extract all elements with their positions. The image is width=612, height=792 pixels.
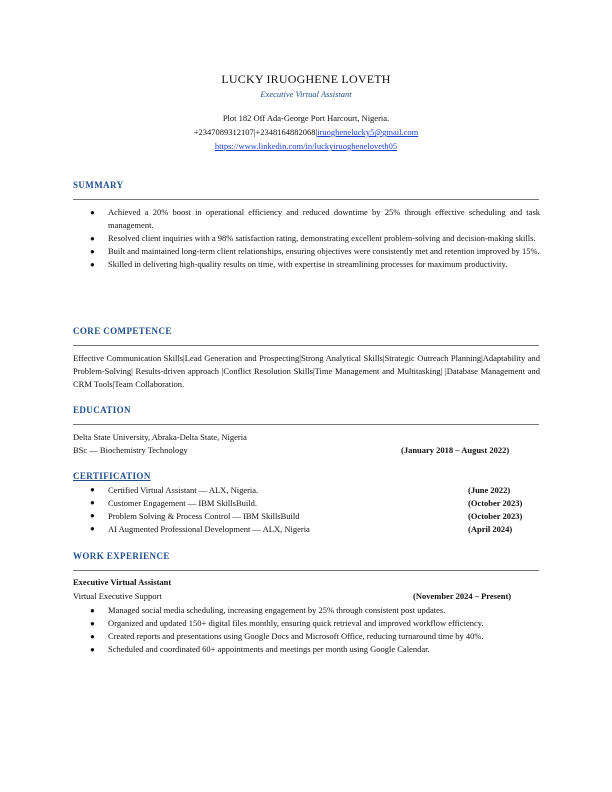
cert-name: Problem Solving & Process Control — IBM SkillsBuild [108, 511, 300, 521]
job-company: Virtual Executive Support [73, 591, 162, 601]
cert-date: (April 2024) [468, 524, 513, 534]
list-item: ● Created reports and presentations using Google Docs and Microsoft Office, reducing turnaround time by 40%. [90, 631, 484, 641]
cert-name: Certified Virtual Assistant — ALX, Nigeria. [108, 485, 259, 495]
cert-date: (October 2023) [468, 511, 523, 521]
job-title: Executive Virtual Assistant [73, 577, 172, 587]
section-divider [73, 345, 539, 346]
section-divider [73, 199, 539, 200]
bullet-icon: ● [90, 632, 95, 641]
cert-name: AI Augmented Professional Development — ALX, Nigeria [108, 524, 310, 534]
cert-date: (June 2022) [468, 485, 511, 495]
job-dates: (November 2024 – Present) [413, 591, 512, 601]
education-school: Delta State University, Abraka-Delta State, Nigeria [73, 432, 247, 442]
section-title-summary: SUMMARY [73, 180, 124, 190]
phone-numbers: +2347089312107|+2348164882068| [193, 127, 318, 137]
candidate-role: Executive Virtual Assistant [260, 89, 352, 99]
bullet-icon: ● [90, 524, 95, 533]
bullet-icon: ● [90, 511, 95, 520]
list-item [73, 498, 540, 511]
list-item [73, 511, 540, 524]
education-dates: (January 2018 – August 2022) [401, 445, 510, 455]
candidate-name: LUCKY IRUOGHENE LOVETH [221, 72, 391, 86]
bullet-icon: ● [90, 234, 95, 243]
section-title-certification: CERTIFICATION [73, 471, 151, 481]
bullet-icon: ● [90, 485, 95, 494]
bullet-icon: ● [90, 260, 95, 269]
section-divider [73, 570, 539, 571]
bullet-icon: ● [90, 498, 95, 507]
address: Plot 182 Off Ada-George Port Harcourt, Nigeria. [222, 113, 390, 123]
section-title-core-competence: CORE COMPETENCE [73, 326, 172, 336]
list-item: ● Scheduled and coordinated 60+ appointments and meetings per month using Google Calendar. [90, 644, 430, 654]
cert-name: Customer Engagement — IBM SkillsBuild. [108, 498, 257, 508]
bullet-icon: ● [90, 645, 95, 654]
list-item: ● Achieved a 20% boost in operational efficiency and reduced downtime by 25% through effective scheduling and task management. [90, 207, 540, 230]
bullet-icon: ● [90, 247, 95, 256]
list-item: ● Resolved client inquiries with a 98% satisfaction rating, demonstrating excellent problem-solving and decision-making skills. [90, 233, 536, 243]
linkedin-line [0, 141, 612, 151]
core-competence-text: Effective Communication Skills|Lead Generation and Prospecting|Strong Analytical Skills|Strategic Outreach Planning|Adaptability and Problem-Solving| Results-driven approach |Conflict Resolution Skills|Time Management and Multitasking| |Database Management and CRM Tools|Team Collaboration. [73, 353, 540, 389]
bullet-icon: ● [90, 606, 95, 615]
list-item: ● Organized and updated 150+ digital files monthly, ensuring quick retrieval and improved workflow efficiency. [90, 618, 484, 628]
list-item [73, 485, 540, 498]
linkedin-link[interactable]: https://www.linkedin.com/in/luckyiruogheneloveth05 [214, 141, 398, 151]
list-item: ● Skilled in delivering high-quality results on time, with expertise in streamlining processes for maximum productivity. [90, 259, 508, 269]
contact-line [0, 127, 612, 137]
section-title-education: EDUCATION [73, 405, 131, 415]
summary-list [73, 206, 540, 271]
bullet-icon: ● [90, 208, 95, 217]
bullet-icon: ● [90, 619, 95, 628]
education-degree: BSc — Biochemistry Technology [73, 445, 188, 455]
work-list [73, 604, 540, 656]
list-item [73, 524, 540, 537]
list-item: ● Built and maintained long-term client relationships, ensuring objectives were consistently met and retention improved by 15%. [90, 246, 540, 256]
list-item: ● Managed social media scheduling, increasing engagement by 25% through consistent post updates. [90, 605, 446, 615]
cert-date: (October 2023) [468, 498, 523, 508]
section-title-work-experience: WORK EXPERIENCE [73, 551, 170, 561]
email-link[interactable]: iruoghenelucky5@gmail.com [317, 127, 419, 137]
section-divider [73, 424, 539, 425]
